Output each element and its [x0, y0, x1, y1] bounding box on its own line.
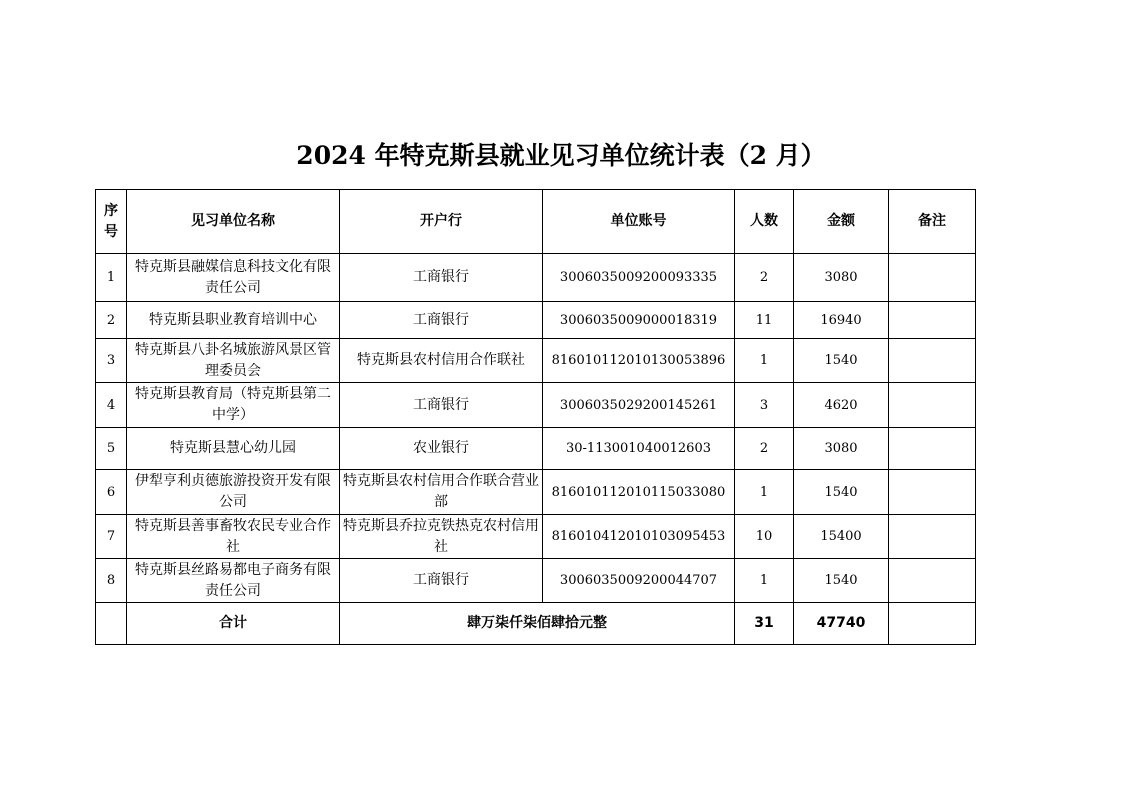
row-bank: 特克斯县农村信用合作联社 — [340, 339, 543, 383]
row-seq: 8 — [96, 559, 127, 603]
row-account: 81601011201013005389​6 — [543, 339, 735, 383]
row-unit-name: 特克斯县融媒信息科技文化有限责任公司 — [127, 254, 340, 302]
header-bank: 开户行 — [340, 190, 543, 254]
row-count: 3 — [735, 383, 794, 428]
row-amount: 3080 — [794, 428, 889, 470]
header-account: 单位账号 — [543, 190, 735, 254]
header-count: 人数 — [735, 190, 794, 254]
row-seq: 2 — [96, 302, 127, 339]
row-amount: 4620 — [794, 383, 889, 428]
row-count: 2 — [735, 428, 794, 470]
table-row — [96, 515, 976, 559]
row-account: 3006035009000018319 — [543, 302, 735, 339]
row-bank: 特克斯县乔拉克铁热克农村信用社 — [340, 515, 543, 559]
row-note — [889, 339, 976, 383]
table-row — [96, 470, 976, 515]
total-label: 合计 — [127, 603, 340, 645]
row-note — [889, 302, 976, 339]
row-count: 1 — [735, 559, 794, 603]
row-unit-name: 特克斯县教育局（特克斯县第二中学） — [127, 383, 340, 428]
row-bank: 特克斯县农村信用合作联合营业部 — [340, 470, 543, 515]
row-account: 30-113001040012603 — [543, 428, 735, 470]
row-unit-name: 特克斯县慧心幼儿园 — [127, 428, 340, 470]
row-amount: 1540 — [794, 470, 889, 515]
row-note — [889, 428, 976, 470]
table-row — [96, 339, 976, 383]
row-count: 10 — [735, 515, 794, 559]
row-amount: 15400 — [794, 515, 889, 559]
total-seq — [96, 603, 127, 645]
row-seq: 4 — [96, 383, 127, 428]
row-seq: 1 — [96, 254, 127, 302]
header-amount: 金额 — [794, 190, 889, 254]
row-unit-name: 特克斯县丝路易都电子商务有限责任公司 — [127, 559, 340, 603]
header-seq — [96, 190, 127, 254]
row-amount: 1540 — [794, 559, 889, 603]
row-account: 3006035009200093335 — [543, 254, 735, 302]
row-note — [889, 383, 976, 428]
row-amount: 16940 — [794, 302, 889, 339]
row-count: 11 — [735, 302, 794, 339]
total-note — [889, 603, 976, 645]
row-seq: 5 — [96, 428, 127, 470]
row-count: 1 — [735, 470, 794, 515]
table-row — [96, 383, 976, 428]
row-unit-name: 特克斯县善事畜牧农民专业合作社 — [127, 515, 340, 559]
table-row — [96, 559, 976, 603]
row-account: 816010412010103095453 — [543, 515, 735, 559]
row-note — [889, 559, 976, 603]
row-unit-name: 特克斯县职业教育培训中心 — [127, 302, 340, 339]
row-unit-name: 伊犁亨利贞德旅游投资开发有限公司 — [127, 470, 340, 515]
table-row — [96, 254, 976, 302]
row-note — [889, 254, 976, 302]
row-bank: 工商银行 — [340, 559, 543, 603]
row-note — [889, 515, 976, 559]
row-amount: 3080 — [794, 254, 889, 302]
header-note: 备注 — [889, 190, 976, 254]
row-count: 1 — [735, 339, 794, 383]
row-bank: 工商银行 — [340, 383, 543, 428]
row-bank: 工商银行 — [340, 302, 543, 339]
statistics-table — [95, 189, 976, 645]
total-amount: 47740 — [794, 603, 889, 645]
header-seq-line2: 号 — [104, 223, 118, 240]
row-unit-name: 特克斯县八卦名城旅游风景区管理委员会 — [127, 339, 340, 383]
total-amount-words: 肆万柒仟柒佰肆拾元整 — [340, 603, 735, 645]
row-seq: 7 — [96, 515, 127, 559]
row-count: 2 — [735, 254, 794, 302]
row-seq: 3 — [96, 339, 127, 383]
table-row — [96, 428, 976, 470]
row-account: 3006035009200044707 — [543, 559, 735, 603]
table-row — [96, 302, 976, 339]
header-seq-line1: 序 — [104, 202, 118, 219]
row-note — [889, 470, 976, 515]
header-row — [96, 190, 976, 254]
row-amount: 1540 — [794, 339, 889, 383]
row-account: 816010112010115033080 — [543, 470, 735, 515]
header-unit-name: 见习单位名称 — [127, 190, 340, 254]
row-bank: 工商银行 — [340, 254, 543, 302]
total-row — [96, 603, 976, 645]
row-account: 3006035029200145261 — [543, 383, 735, 428]
row-bank: 农业银行 — [340, 428, 543, 470]
page-title: 2024 年特克斯县就业见习单位统计表（2 月） — [296, 141, 826, 170]
row-seq: 6 — [96, 470, 127, 515]
total-count: 31 — [735, 603, 794, 645]
